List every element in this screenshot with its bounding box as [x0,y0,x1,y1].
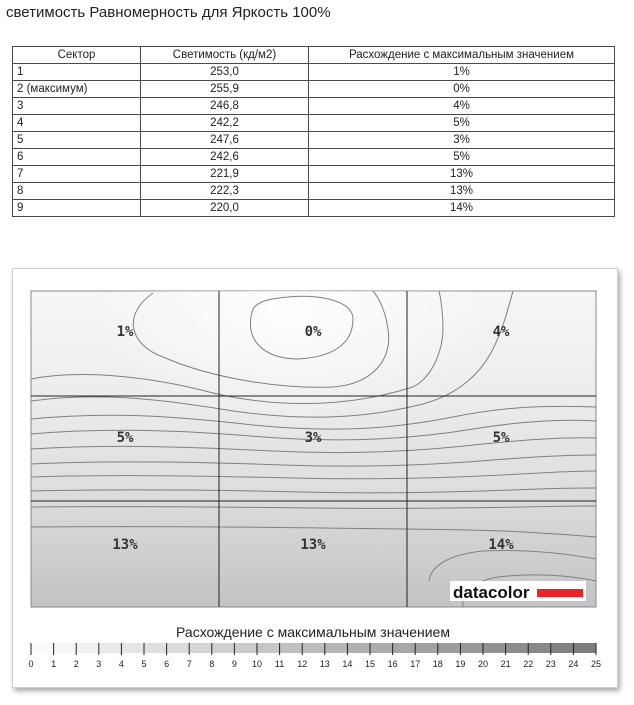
scale-tick-label: 11 [274,659,285,669]
scale-tick-label: 10 [251,659,263,669]
luminance-cell: 220,0 [141,200,309,217]
scale-tick-label: 8 [209,659,215,669]
table-row [13,115,615,132]
scale-swatch [280,643,303,653]
table-row [13,166,615,183]
scale-swatch [189,643,212,653]
scale-tick-label: 0 [28,659,34,669]
table-row [13,183,615,200]
deviation-cell: 13% [309,166,615,183]
scale-swatch [54,643,77,653]
luminance-cell: 255,9 [141,81,309,98]
luminance-cell: 246,8 [141,98,309,115]
scale-tick-label: 9 [231,659,237,669]
scale-swatch [347,643,370,653]
table-row [13,200,615,217]
page-title: светимость Равномерность для Яркость 100% [6,4,331,21]
table-row [13,98,615,115]
scale-tick-label: 22 [523,659,534,669]
scale-tick-label: 13 [319,659,330,669]
scale-tick-label: 12 [297,659,308,669]
sector-label: 4% [492,324,510,340]
sector-cell: 7 [13,166,141,183]
table-row [13,132,615,149]
scale-tick-label: 24 [568,659,579,669]
sector-cell: 6 [13,149,141,166]
deviation-cell: 5% [309,115,615,132]
sector-label: 3% [304,430,322,446]
sector-label: 5% [492,430,510,446]
scale-swatch [460,643,483,653]
scale-swatch [302,643,325,653]
column-header-deviation: Расхождение с максимальным значением [309,47,615,64]
table-row [13,64,615,81]
sector-label: 0% [304,324,322,340]
scale-swatch [325,643,348,653]
scale-swatch [528,643,551,653]
scale-tick-label: 3 [96,659,102,669]
scale-tick-label: 2 [73,659,79,669]
sector-label: 14% [488,537,514,553]
luminance-cell: 247,6 [141,132,309,149]
sector-cell: 2 (максимум) [13,81,141,98]
logo-red-bar [537,589,583,597]
scale-swatch [573,643,596,653]
scale-swatch [99,643,122,653]
sector-cell: 9 [13,200,141,217]
scale-swatch [483,643,506,653]
scale-tick-label: 21 [500,659,511,669]
scale-tick-label: 18 [432,659,443,669]
deviation-cell: 5% [309,149,615,166]
sector-cell: 1 [13,64,141,81]
scale-swatch [121,643,144,653]
scale-tick-label: 23 [545,659,556,669]
scale-tick-label: 19 [455,659,466,669]
scale-tick-label: 4 [118,659,124,669]
scale-swatch [506,643,529,653]
sector-label: 13% [300,537,326,553]
uniformity-map [13,269,617,687]
sector-label: 13% [112,537,138,553]
luminance-cell: 222,3 [141,183,309,200]
table-header-row [13,47,615,64]
uniformity-report [12,268,618,688]
luminance-cell: 253,0 [141,64,309,81]
scale-tick-label: 17 [410,659,421,669]
deviation-cell: 14% [309,200,615,217]
deviation-scale [28,643,601,669]
scale-tick-label: 6 [164,659,170,669]
luminance-cell: 242,2 [141,115,309,132]
scale-swatch [257,643,280,653]
sector-cell: 8 [13,183,141,200]
scale-swatch [144,643,167,653]
sector-label: 5% [116,430,134,446]
column-header-sector: Сектор [13,47,141,64]
sector-cell: 3 [13,98,141,115]
luminance-cell: 242,6 [141,149,309,166]
sector-cell: 5 [13,132,141,149]
luminance-table [12,46,615,217]
scale-swatch [167,643,190,653]
scale-swatch [76,643,99,653]
scale-tick-label: 15 [364,659,376,669]
column-header-luminance: Светимость (кд/м2) [141,47,309,64]
scale-tick-label: 16 [387,659,398,669]
table-row [13,149,615,166]
deviation-cell: 13% [309,183,615,200]
luminance-cell: 221,9 [141,166,309,183]
scale-swatch [212,643,235,653]
scale-title: Расхождение с максимальным значением [176,624,450,640]
deviation-cell: 0% [309,81,615,98]
scale-tick-label: 1 [51,659,57,669]
sector-cell: 4 [13,115,141,132]
scale-tick-label: 25 [590,659,602,669]
scale-swatch [551,643,574,653]
deviation-cell: 3% [309,132,615,149]
scale-swatch [31,643,54,653]
deviation-cell: 4% [309,98,615,115]
scale-tick-label: 14 [342,659,353,669]
scale-swatch [415,643,438,653]
sector-label: 1% [116,324,134,340]
scale-tick-label: 20 [477,659,489,669]
scale-swatch [370,643,393,653]
scale-swatch [393,643,416,653]
table-row [13,81,615,98]
deviation-cell: 1% [309,64,615,81]
scale-swatch [438,643,461,653]
scale-tick-label: 7 [186,659,192,669]
scale-swatch [234,643,257,653]
datacolor-logo [450,581,586,602]
logo-text: datacolor [453,583,530,602]
scale-tick-label: 5 [141,659,147,669]
